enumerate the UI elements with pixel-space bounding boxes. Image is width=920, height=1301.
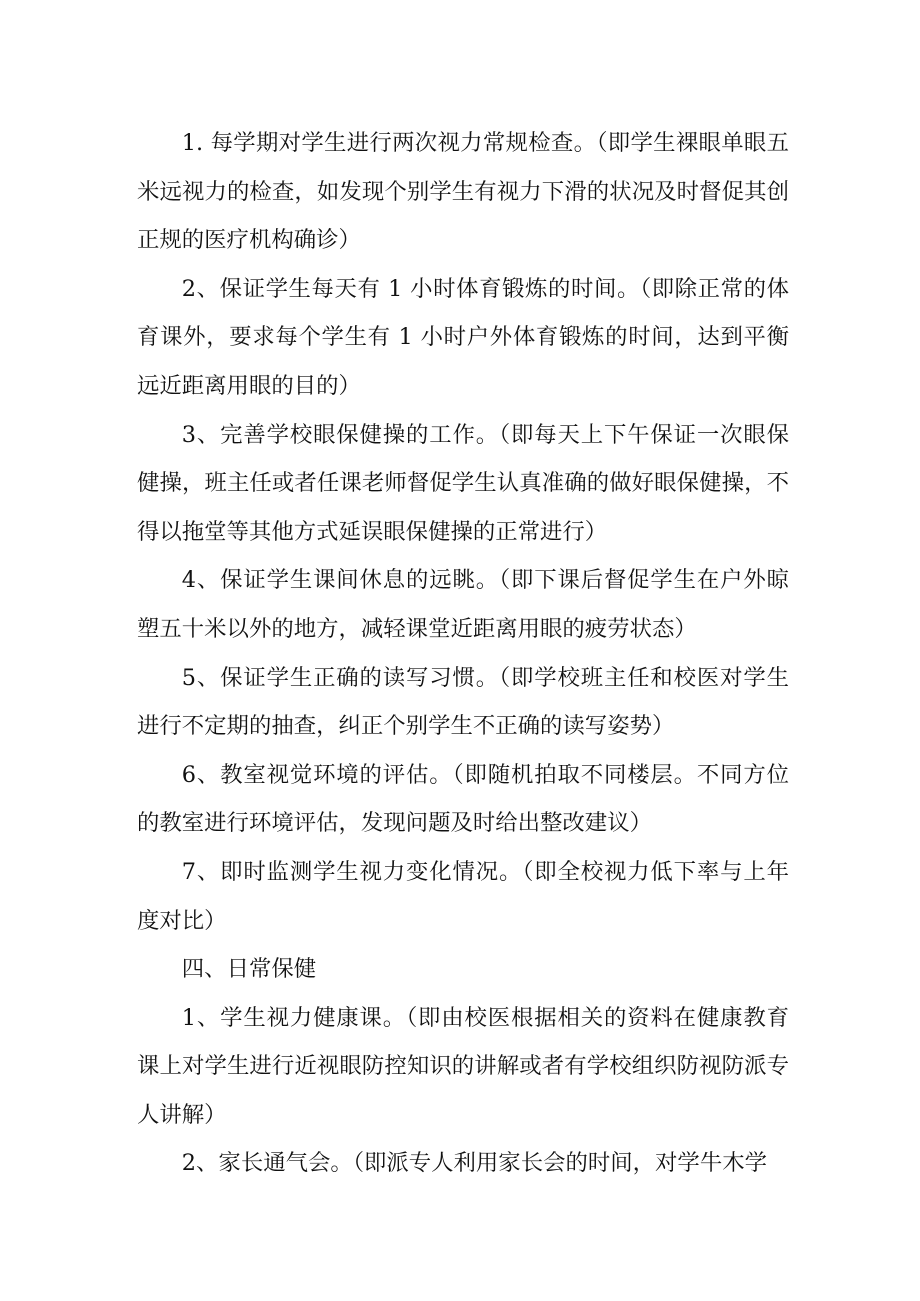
paragraph-health-class: 1、学生视力健康课。（即由校医根据相关的资料在健康教育课上对学生进行近视眼防控知识的讲解或者有学校组织防视防派专人讲解） [137, 1004, 789, 1128]
section-heading-daily-care: 四、日常保健 [181, 956, 317, 983]
paragraph-classroom-evaluation: 6、教室视觉环境的评估。（即随机拍取不同楼层。不同方位的教室进行环境评估，发现问题及时给出整改建议） [137, 761, 789, 837]
paragraph-exercise-time: 2、保证学生每天有 1 小时体育锻炼的时间。（即除正常的体育课外，要求每个学生有 1 小时户外体育锻炼的时间，达到平衡远近距离用眼的目的） [137, 275, 789, 399]
paragraph-eye-exercises: 3、完善学校眼保健操的工作。（即每天上下午保证一次眼保健操，班主任或者任课老师督促学生认真准确的做好眼保健操，不得以拖堂等其他方式延误眼保健操的正常进行） [137, 421, 789, 545]
paragraph-reading-habits: 5、保证学生正确的读写习惯。（即学校班主任和校医对学生进行不定期的抽查，纠正个别学生不正确的读写姿势） [137, 664, 789, 740]
paragraph-monitoring: 7、即时监测学生视力变化情况。（即全校视力低下率与上年度对比） [137, 858, 789, 934]
document-body [137, 119, 789, 1188]
paragraph-parent-meeting: 2、家长通气会。（即派专人利用家长会的时间，对学牛木学 [181, 1150, 767, 1177]
paragraph-check-vision: 1. 每学期对学生进行两次视力常规检查。（即学生裸眼单眼五米远视力的检查，如发现个别学生有视力下滑的状况及时督促其创正规的医疗机构确诊） [137, 130, 789, 254]
paragraph-distance-viewing: 4、保证学生课间休息的远眺。（即下课后督促学生在户外晾塑五十米以外的地方，减轻课堂近距离用眼的疲劳状态） [137, 567, 789, 642]
